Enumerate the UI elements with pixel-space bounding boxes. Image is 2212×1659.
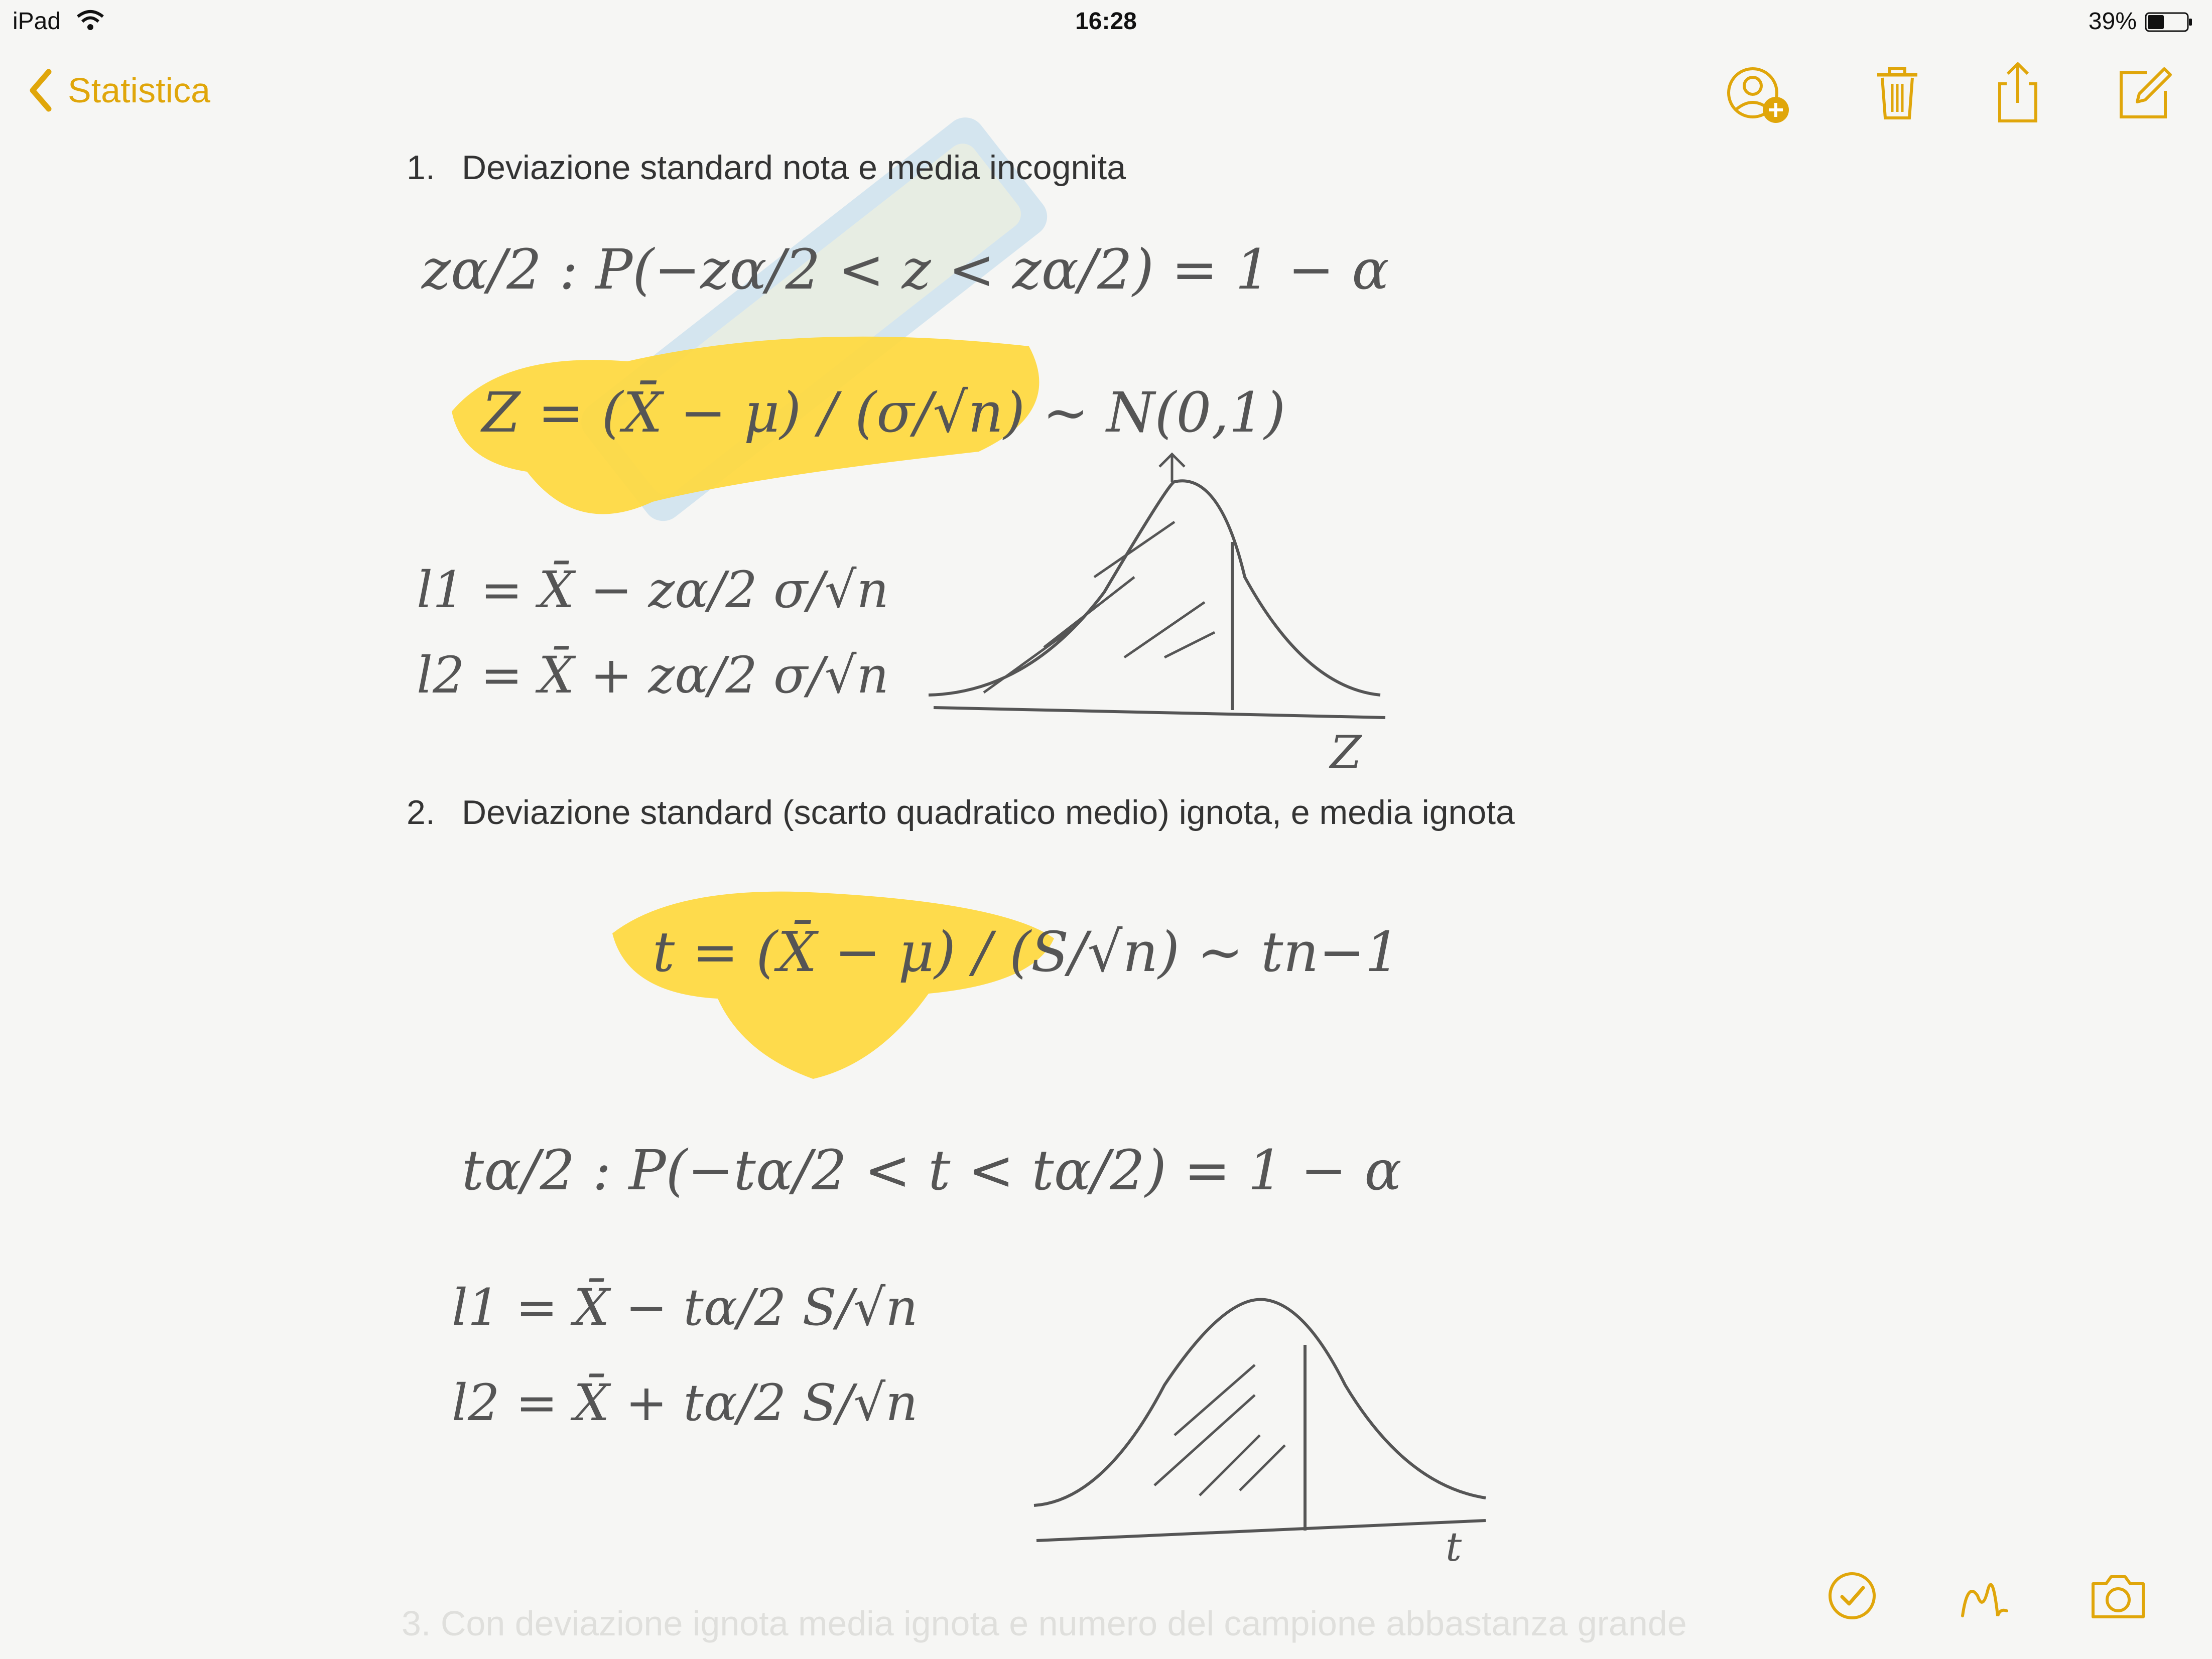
formula-text: l2 = X̄ + tα/2 S/√n — [452, 1373, 918, 1432]
battery-percentage: 39% — [2088, 8, 2137, 35]
checklist-button[interactable] — [1817, 1561, 1887, 1631]
formula-text: Z = (X̄ − μ) / (σ/√n) ~ N(0,1) — [482, 380, 1286, 445]
list-item-number: 2. — [407, 793, 435, 832]
shaded-area — [1154, 1365, 1285, 1495]
bell-curve — [1034, 1299, 1486, 1505]
axis-label: t — [1446, 1524, 1462, 1570]
bell-curve — [929, 481, 1380, 695]
list-item-number: 1. — [407, 149, 435, 187]
formula-text: l2 = X̄ + zα/2 σ/√n — [417, 646, 889, 705]
list-item-text: Deviazione standard (scarto quadratico medio) ignota, e media ignota — [462, 793, 1515, 832]
list-item-text: Con deviazione ignota media ignota e numero del campione abbastanza grande — [440, 1604, 1687, 1643]
camera-icon — [2083, 1561, 2153, 1631]
camera-button[interactable] — [2083, 1561, 2153, 1631]
formula-text: t = (X̄ − μ) / (S/√n) ~ tn−1 — [653, 920, 1400, 984]
sketch-icon — [1947, 1561, 2018, 1631]
formula-text: l1 = X̄ − tα/2 S/√n — [452, 1278, 918, 1337]
formula-text: zα/2 : P(−zα/2 < z < zα/2) = 1 − α — [422, 237, 1389, 302]
formula-text: l1 = X̄ − zα/2 σ/√n — [417, 561, 889, 619]
x-axis — [934, 708, 1385, 718]
checklist-icon — [1817, 1561, 1887, 1631]
shaded-area — [984, 522, 1215, 693]
axis-label: Z — [1330, 726, 1362, 779]
device-name: iPad — [13, 8, 61, 35]
formula-text: tα/2 : P(−tα/2 < t < tα/2) = 1 − α — [462, 1138, 1402, 1202]
list-item-number: 3. — [402, 1604, 431, 1643]
list-item-text: Deviazione standard nota e media incognita — [462, 149, 1126, 187]
sketch-button[interactable] — [1947, 1561, 2018, 1631]
x-axis — [1036, 1520, 1486, 1541]
clock: 16:28 — [1075, 8, 1137, 35]
arrow-mark — [1159, 454, 1185, 482]
back-label: Statistica — [68, 71, 210, 110]
list-item-faded — [402, 1603, 1687, 1643]
